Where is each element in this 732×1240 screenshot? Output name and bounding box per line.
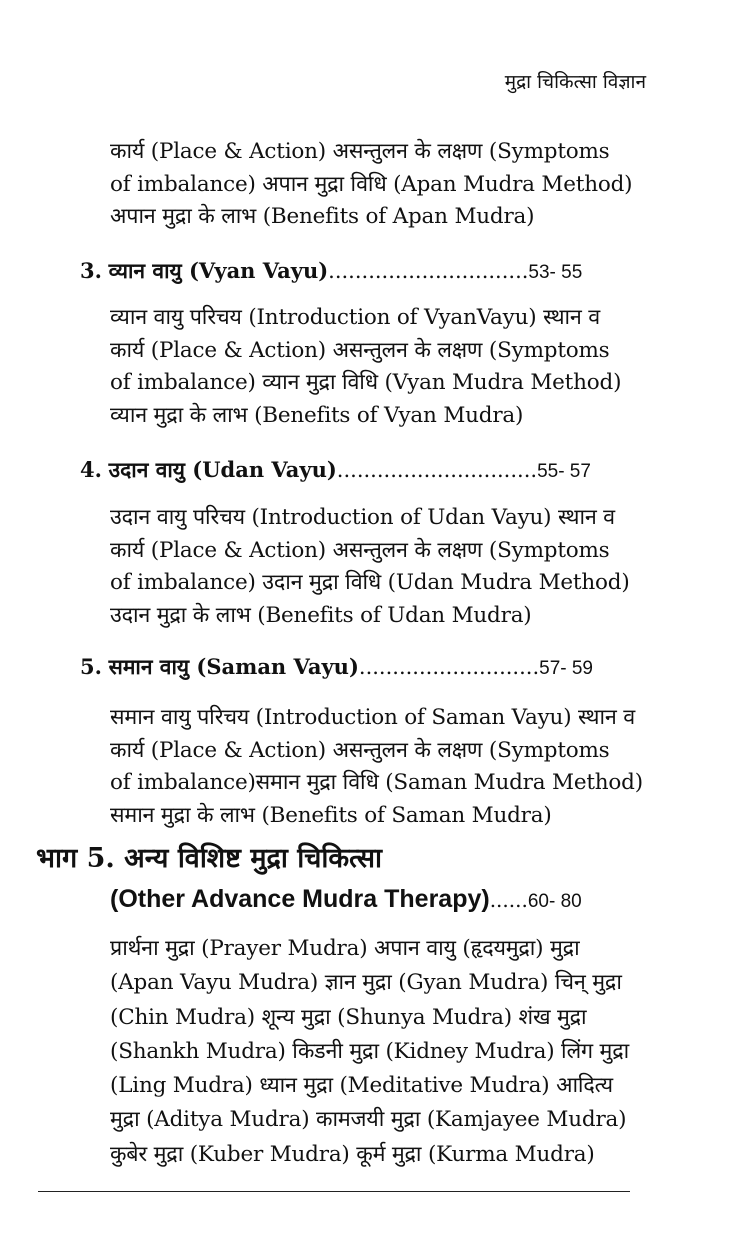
text-line: समान मुद्रा के लाभ (Benefits of Saman Mudra)	[110, 802, 552, 828]
text-line: अपान मुद्रा के लाभ (Benefits of Apan Mudra)	[110, 204, 535, 229]
text-line: of imbalance) व्यान मुद्रा विधि (Vyan Mudra Method)	[110, 370, 622, 395]
text-line: of imbalance) उदान मुद्रा विधि (Udan Mudra Method)	[110, 570, 630, 595]
text-line: उदान वायु परिचय (Introduction of Udan Vayu) स्थान व	[110, 505, 615, 530]
vyan-vayu-description	[110, 302, 630, 432]
leader-dots: ......	[489, 888, 528, 912]
leader-dots: ..............................	[336, 458, 538, 482]
text-line: समान वायु परिचय (Introduction of Saman Vayu) स्थान व	[110, 705, 635, 730]
entry-title: समान वायु (Saman Vayu)	[108, 654, 359, 679]
udan-vayu-description	[110, 502, 630, 632]
entry-title: व्यान वायु (Vyan Vayu)	[108, 258, 329, 283]
intro-paragraph	[110, 136, 633, 234]
toc-entry-saman-vayu	[80, 652, 620, 684]
page-range: 55- 57	[537, 461, 591, 482]
leader-dots: ..............................	[328, 259, 529, 283]
toc-entry-udan-vayu	[80, 455, 620, 487]
text-line: कार्य (Place & Action) असन्तुलन के लक्षण (Symptoms	[110, 337, 610, 363]
text-line: प्रार्थना मुद्रा (Prayer Mudra) अपान वायु (हृदयमुद्रा) मुद्रा	[110, 936, 580, 961]
part-subtitle: (Other Advance Mudra Therapy)	[110, 885, 490, 913]
page-range: 57- 59	[539, 658, 593, 679]
page-range: 53- 55	[528, 262, 583, 283]
text-line: कार्य (Place & Action) असन्तुलन के लक्षण (Symptoms	[110, 537, 610, 563]
entry-number: 4.	[80, 457, 102, 482]
leader-dots: ...........................	[358, 655, 540, 679]
text-line: (Ling Mudra) ध्यान मुद्रा (Meditative Mudra) आदित्य	[110, 1073, 613, 1099]
text-line: मुद्रा (Aditya Mudra) कामजयी मुद्रा (Kamjayee Mudra)	[110, 1107, 627, 1133]
text-line: (Apan Vayu Mudra) ज्ञान मुद्रा (Gyan Mudra) चिन् मुद्रा	[110, 970, 622, 996]
saman-vayu-description	[110, 702, 643, 832]
part-subtitle-line	[110, 882, 582, 919]
text-line: कार्य (Place & Action) असन्तुलन के लक्षण (Symptoms	[110, 139, 610, 164]
text-line: of imbalance) अपान मुद्रा विधि (Apan Mudra Method)	[110, 171, 633, 197]
entry-number: 5.	[80, 654, 102, 679]
text-line: (Shankh Mudra) किडनी मुद्रा (Kidney Mudra) लिंग मुद्रा	[110, 1038, 629, 1064]
text-line: व्यान वायु परिचय (Introduction of VyanVayu) स्थान व	[110, 305, 601, 330]
part-heading: भाग 5. अन्य विशिष्ट मुद्रा चिकित्सा	[36, 843, 383, 874]
text-line: व्यान मुद्रा के लाभ (Benefits of Vyan Mudra)	[110, 402, 524, 428]
footer-rule	[38, 1191, 630, 1192]
text-line: of imbalance)समान मुद्रा विधि (Saman Mudra Method)	[110, 770, 643, 795]
entry-number: 3.	[80, 258, 102, 283]
running-header: मुद्रा चिकित्सा विज्ञान	[504, 71, 646, 93]
text-line: कार्य (Place & Action) असन्तुलन के लक्षण (Symptoms	[110, 737, 610, 763]
toc-entry-vyan-vayu	[80, 256, 620, 288]
page-range: 60- 80	[527, 891, 582, 912]
text-line: (Chin Mudra) शून्य मुद्रा (Shunya Mudra) शंख मुद्रा	[110, 1004, 587, 1030]
text-line: कुबेर मुद्रा (Kuber Mudra) कूर्म मुद्रा (Kurma Mudra)	[110, 1141, 595, 1167]
entry-title: उदान वायु (Udan Vayu)	[108, 457, 337, 482]
text-line: उदान मुद्रा के लाभ (Benefits of Udan Mudra)	[110, 602, 532, 628]
part-description	[110, 932, 630, 1172]
